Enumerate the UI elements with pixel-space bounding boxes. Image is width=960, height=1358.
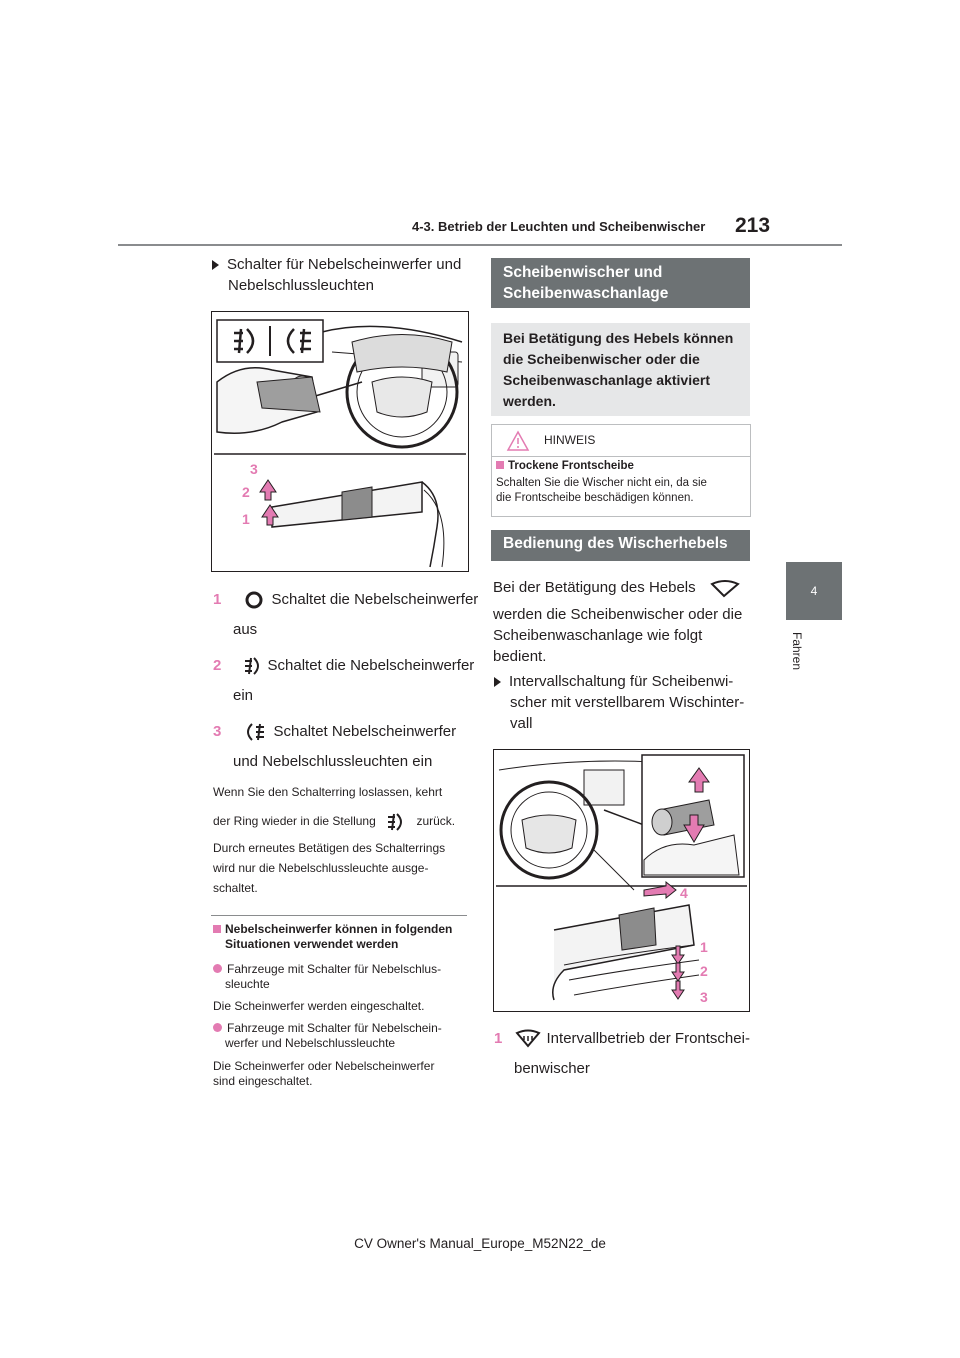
circle-bullet-icon xyxy=(213,1023,222,1032)
callout-2: 2 xyxy=(242,484,250,500)
callout-3: 3 xyxy=(700,989,708,1005)
hinweis-label: HINWEIS xyxy=(544,433,596,447)
square-bullet-icon xyxy=(213,925,221,933)
bullet-text: Die Scheinwerfer werden eingeschaltet. xyxy=(213,999,425,1013)
list-item: 2 Schaltet die Nebelscheinwerfer xyxy=(213,655,474,676)
square-bullet-icon xyxy=(496,461,504,469)
intro-box: Bei Betätigung des Hebels können die Scheibenwischer oder die Scheibenwaschanlage aktiviert werden. xyxy=(491,323,750,416)
wiper-lever-figure xyxy=(493,749,750,1012)
note-text: Wenn Sie den Schalterring loslassen, kehrt xyxy=(213,785,443,799)
bullet-item-cont: sleuchte xyxy=(225,977,270,991)
header-rule xyxy=(118,244,842,246)
chapter-tab-label: Fahren xyxy=(790,632,804,671)
fog-off-icon xyxy=(244,591,266,609)
rear-fog-icon xyxy=(242,722,268,742)
front-fog-icon xyxy=(242,656,264,676)
section-title: 4-3. Betrieb der Leuchten und Scheibenwischer xyxy=(412,219,706,234)
footer-manual-id: CV Owner's Manual_Europe_M52N22_de xyxy=(354,1236,606,1251)
sub-heading-cont: vall xyxy=(510,715,533,732)
fog-switch-illustration xyxy=(212,312,468,571)
body-text: Bei der Betätigung des Hebels xyxy=(493,577,740,598)
wiper-icon xyxy=(710,578,740,598)
note-text: wird nur die Nebelschlussleuchte ausge- xyxy=(213,861,429,875)
fog-switch-heading: Schalter für Nebelscheinwerfer und xyxy=(212,254,461,275)
note-text: der Ring wieder in die Stellung zurück. xyxy=(213,812,455,832)
list-item-cont: ein xyxy=(233,687,254,704)
triangle-bullet-icon xyxy=(212,260,219,270)
note-text: Durch erneutes Betätigen des Schalterrings xyxy=(213,841,446,855)
arrow-up-2-icon xyxy=(260,480,276,500)
body-text: bedient. xyxy=(493,648,547,665)
list-item: 1 Intervallbetrieb der Frontschei- xyxy=(494,1028,750,1050)
box-title: Nebelscheinwerfer können in folgenden xyxy=(213,922,452,937)
arrow-4-icon xyxy=(644,882,676,898)
hinweis-text: die Frontscheibe beschädigen können. xyxy=(496,492,694,504)
section-heading-lever: Bedienung des Wischerhebels xyxy=(491,530,750,561)
callout-3: 3 xyxy=(250,461,258,477)
bullet-item-cont: werfer und Nebelschlussleuchte xyxy=(225,1036,396,1050)
circle-bullet-icon xyxy=(213,964,222,973)
sub-heading: Intervallschaltung für Scheibenwi- xyxy=(494,671,733,692)
divider xyxy=(492,456,750,457)
hinweis-title: Trockene Frontscheibe xyxy=(496,460,634,472)
list-item: 3 Schaltet Nebelscheinwerfer xyxy=(213,721,456,742)
section-heading-wiper: Scheibenwischer und Scheibenwaschanlage xyxy=(491,258,750,308)
bullet-text: sind eingeschaltet. xyxy=(213,1074,313,1088)
box-title-cont: Situationen verwendet werden xyxy=(225,937,399,951)
page-number: 213 xyxy=(735,214,771,237)
wiper-lever-illustration xyxy=(494,750,749,1011)
divider xyxy=(211,915,467,916)
note-text: schaltet. xyxy=(213,881,258,895)
callout-4: 4 xyxy=(680,885,688,901)
list-item-cont: und Nebelschlussleuchten ein xyxy=(233,753,433,770)
list-item: 1 Schaltet die Nebelscheinwerfer xyxy=(213,591,479,608)
sub-heading-cont: scher mit verstellbarem Wischinter- xyxy=(510,694,745,711)
body-text: Scheibenwaschanlage wie folgt xyxy=(493,627,703,644)
warning-triangle-icon xyxy=(506,430,530,457)
front-fog-icon xyxy=(385,812,407,832)
list-item-cont: aus xyxy=(233,621,258,638)
callout-1: 1 xyxy=(242,511,250,527)
hinweis-text: Schalten Sie die Wischer nicht ein, da sie xyxy=(496,477,707,489)
intermittent-wiper-icon xyxy=(515,1028,541,1050)
hinweis-box xyxy=(491,424,751,517)
triangle-bullet-icon xyxy=(494,677,501,687)
body-text: werden die Scheibenwischer oder die xyxy=(493,606,743,623)
fog-switch-figure xyxy=(211,311,469,572)
arrow-3-icon xyxy=(672,981,684,999)
chapter-tab: 4 xyxy=(786,562,842,620)
bullet-item: Fahrzeuge mit Schalter für Nebelschein- xyxy=(213,1021,442,1036)
bullet-item: Fahrzeuge mit Schalter für Nebelschlus- xyxy=(213,962,441,977)
bullet-text: Die Scheinwerfer oder Nebelscheinwerfer xyxy=(213,1059,435,1073)
list-item-cont: benwischer xyxy=(514,1060,590,1077)
callout-2: 2 xyxy=(700,963,708,979)
fog-switch-heading-line2: Nebelschlussleuchten xyxy=(228,277,374,294)
callout-1: 1 xyxy=(700,939,708,955)
